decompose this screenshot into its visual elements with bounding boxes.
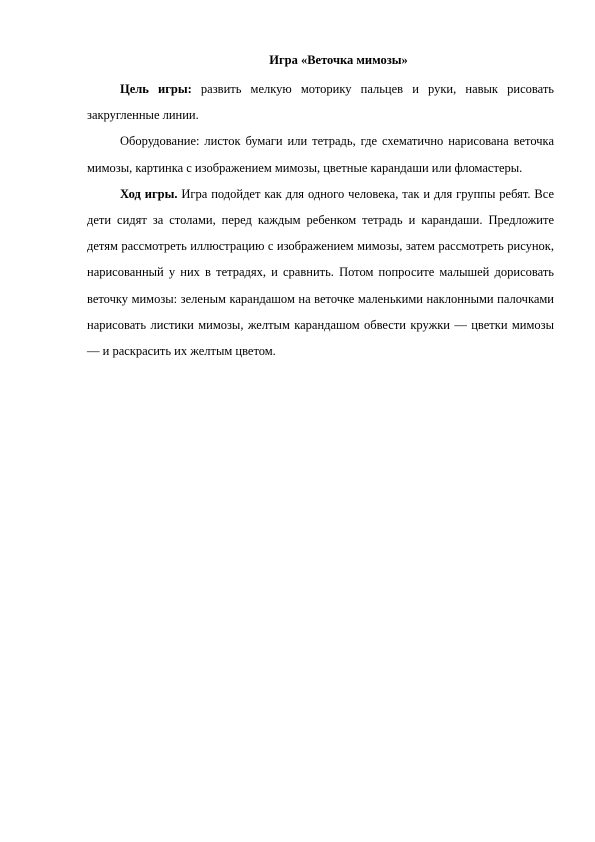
- paragraph-equipment-text: Оборудование: листок бумаги или тетрадь, где схематично нарисована веточка мимозы, картинка с изображением мимозы, цветные карандаши или фломастеры.: [87, 134, 554, 175]
- paragraph-procedure-lead: Ход игры.: [120, 186, 178, 201]
- paragraph-goal: [87, 76, 554, 128]
- document-page: [87, 52, 554, 364]
- paragraph-goal-text: развить мелкую моторику пальцев и руки, навык рисовать закругленные линии.: [87, 82, 554, 123]
- paragraph-procedure: [87, 181, 554, 364]
- paragraph-goal-lead: Цель игры:: [120, 82, 192, 96]
- document-title: Игра «Веточка мимозы»: [269, 53, 408, 67]
- paragraph-equipment: [87, 128, 554, 180]
- paragraph-procedure-text: Игра подойдет как для одного человека, так и для группы ребят. Все дети сидят за столами, перед каждым ребенком тетрадь и карандаши. Предложите детям рассмотреть иллюстрацию с изображением мимозы, затем рассмотреть рисунок, нарисованный у них в тетрадях, и сравнить. Потом попросите малышей дорисовать веточку мимозы: зеленым карандашом на веточке маленькими наклонными палочками нарисовать листики мимозы, желтым карандашом обвести кружки — цветки мимозы — и раскрасить их желтым цветом.: [87, 186, 554, 359]
